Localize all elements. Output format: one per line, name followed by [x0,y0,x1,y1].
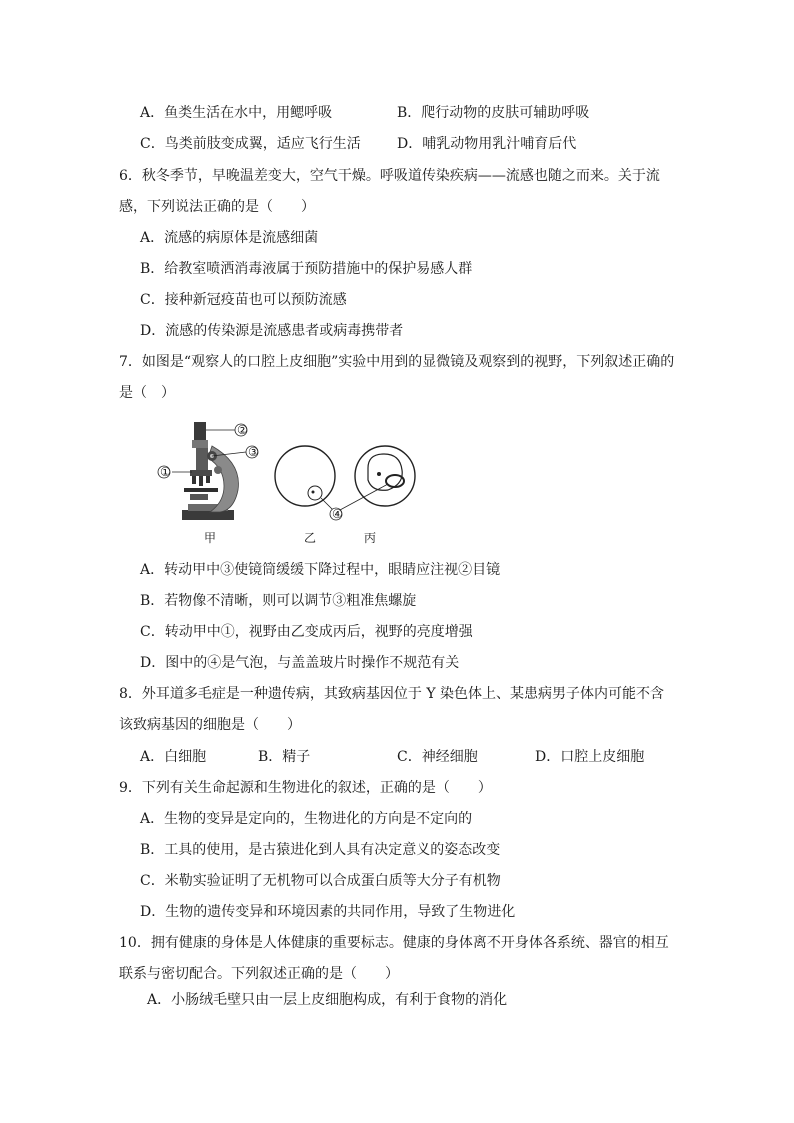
q7-option-c: C．转动甲中①，视野由乙变成丙后，视野的亮度增强 [140,624,473,640]
q8-option-c: C．神经细胞 [397,749,478,765]
q10-stem-line1: 10．拥有健康的身体是人体健康的重要标志。健康的身体离不开身体各系统、器官的相互 [119,935,669,951]
q6-option-b: B．给教室喷洒消毒液属于预防措施中的保护易感人群 [140,261,473,277]
q5-option-a: A．鱼类生活在水中，用鳃呼吸 [140,105,333,121]
q9-stem: 9．下列有关生命起源和生物进化的叙述，正确的是（ ） [119,780,492,796]
q7-option-b: B．若物像不清晰，则可以调节③粗准焦螺旋 [140,593,417,609]
label-3: ③ [248,445,259,459]
label-4: ④ [332,507,343,521]
q7-stem-line2: 是（ ） [119,385,175,401]
q8-stem-line1: 8．外耳道多毛症是一种遗传病，其致病基因位于 Y 染色体上、某患病男子体内可能不含 [119,686,665,702]
figure-svg [150,418,420,548]
q10-option-a: A．小肠绒毛壁只由一层上皮细胞构成，有利于食物的消化 [147,992,508,1008]
q6-option-a: A．流感的病原体是流感细菌 [140,230,319,246]
label-2: ② [237,423,248,437]
q6-option-c: C．接种新冠疫苗也可以预防流感 [140,292,347,308]
caption-jia: 甲 [204,531,217,545]
label-1: ① [160,465,171,479]
field-of-view-yi [275,446,335,506]
q9-option-c: C．米勒实验证明了无机物可以合成蛋白质等大分子有机物 [140,873,501,889]
q5-option-d: D．哺乳动物用乳汁哺育后代 [397,136,577,152]
q6-option-d: D．流感的传染源是流感患者或病毒携带者 [140,323,404,339]
q10-stem-line2: 联系与密切配合。下列叙述正确的是（ ） [119,966,399,982]
microscope-figure [150,418,420,548]
q8-option-a: A．白细胞 [140,749,207,765]
caption-bing: 丙 [364,531,377,545]
q5-option-b: B．爬行动物的皮肤可辅助呼吸 [397,105,590,121]
q9-option-d: D．生物的遗传变异和环境因素的共同作用，导致了生物进化 [140,904,516,920]
q9-option-a: A．生物的变异是定向的，生物进化的方向是不定向的 [140,811,473,827]
q7-option-d: D．图中的④是气泡，与盖盖玻片时操作不规范有关 [140,655,460,671]
q6-stem-line2: 感，下列说法正确的是（ ） [119,199,315,215]
q8-option-d: D．口腔上皮细胞 [535,749,645,765]
q9-option-b: B．工具的使用，是古猿进化到人具有决定意义的姿态改变 [140,842,501,858]
q5-option-c: C．鸟类前肢变成翼，适应飞行生活 [140,136,361,152]
q8-stem-line2: 该致病基因的细胞是（ ） [119,717,301,733]
q6-stem-line1: 6．秋冬季节，早晚温差变大，空气干燥。呼吸道传染疾病——流感也随之而来。关于流 [119,168,660,184]
q8-option-b: B．精子 [258,749,311,765]
caption-yi: 乙 [304,531,317,545]
q7-stem-line1: 7．如图是“观察人的口腔上皮细胞”实验中用到的显微镜及观察到的视野，下列叙述正确的 [119,354,675,370]
q7-option-a: A．转动甲中③使镜筒缓缓下降过程中，眼睛应注视②目镜 [140,562,501,578]
